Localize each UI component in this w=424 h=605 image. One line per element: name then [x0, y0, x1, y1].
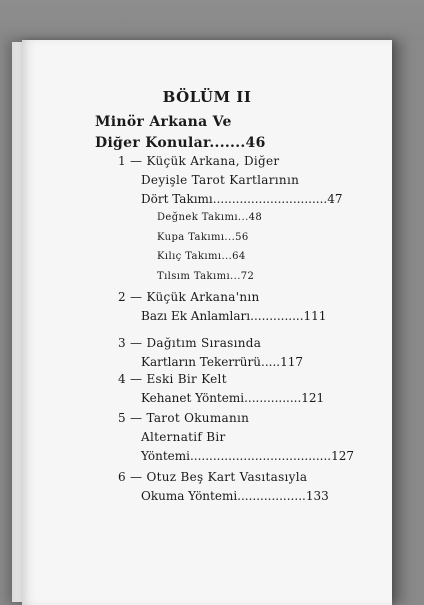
toc-subentry-4: Tılsım Takımı...72: [157, 271, 255, 282]
background: [0, 0, 424, 40]
chapter-title: BÖLÜM II: [162, 88, 252, 106]
toc-entry-4-line-1: 4 — Eski Bir Kelt: [118, 372, 227, 386]
section-title-line-2: Diğer Konular.......46: [95, 135, 266, 151]
toc-subentry-3: Kılıç Takımı...64: [157, 251, 246, 262]
toc-entry-4-line-2: Kehanet Yöntemi...............121: [141, 391, 325, 405]
toc-entry-3-line-1: 3 — Dağıtım Sırasında: [118, 336, 262, 350]
toc-entry-5: [118, 409, 354, 466]
toc-entry-1-line-3: Dört Takımı..............................47: [141, 192, 343, 206]
toc-entry-4: [118, 370, 324, 408]
section-title-line-1: Minör Arkana Ve: [95, 114, 232, 130]
toc-entry-2: [118, 288, 326, 326]
book-page: [22, 40, 392, 605]
section-title: [95, 112, 266, 154]
toc-entry-1: [118, 152, 342, 209]
toc-entry-1-line-1: 1 — Küçük Arkana, Diğer: [118, 154, 280, 168]
toc-entry-5-line-2: Alternatif Bir: [141, 430, 226, 444]
toc-subentry-2: Kupa Takımı...56: [157, 232, 249, 243]
toc-entry-1-line-2: Deyişle Tarot Kartlarının: [141, 173, 300, 187]
toc-entry-2-line-1: 2 — Küçük Arkana'nın: [118, 290, 260, 304]
toc-subentry-1: Değnek Takımı...48: [157, 212, 263, 223]
toc-entry-6: [118, 468, 329, 506]
toc-entry-6-line-1: 6 — Otuz Beş Kart Vasıtasıyla: [118, 470, 308, 484]
toc-entry-5-line-3: Yöntemi.....................................127: [141, 449, 355, 463]
toc-entry-3-line-2: Kartların Tekerrürü.....117: [141, 355, 303, 369]
toc-entry-3: [118, 334, 303, 372]
toc-entry-2-line-2: Bazı Ek Anlamları..............111: [141, 309, 327, 323]
toc-entry-6-line-2: Okuma Yöntemi..................133: [141, 489, 329, 503]
toc-entry-5-line-1: 5 — Tarot Okumanın: [118, 411, 250, 425]
